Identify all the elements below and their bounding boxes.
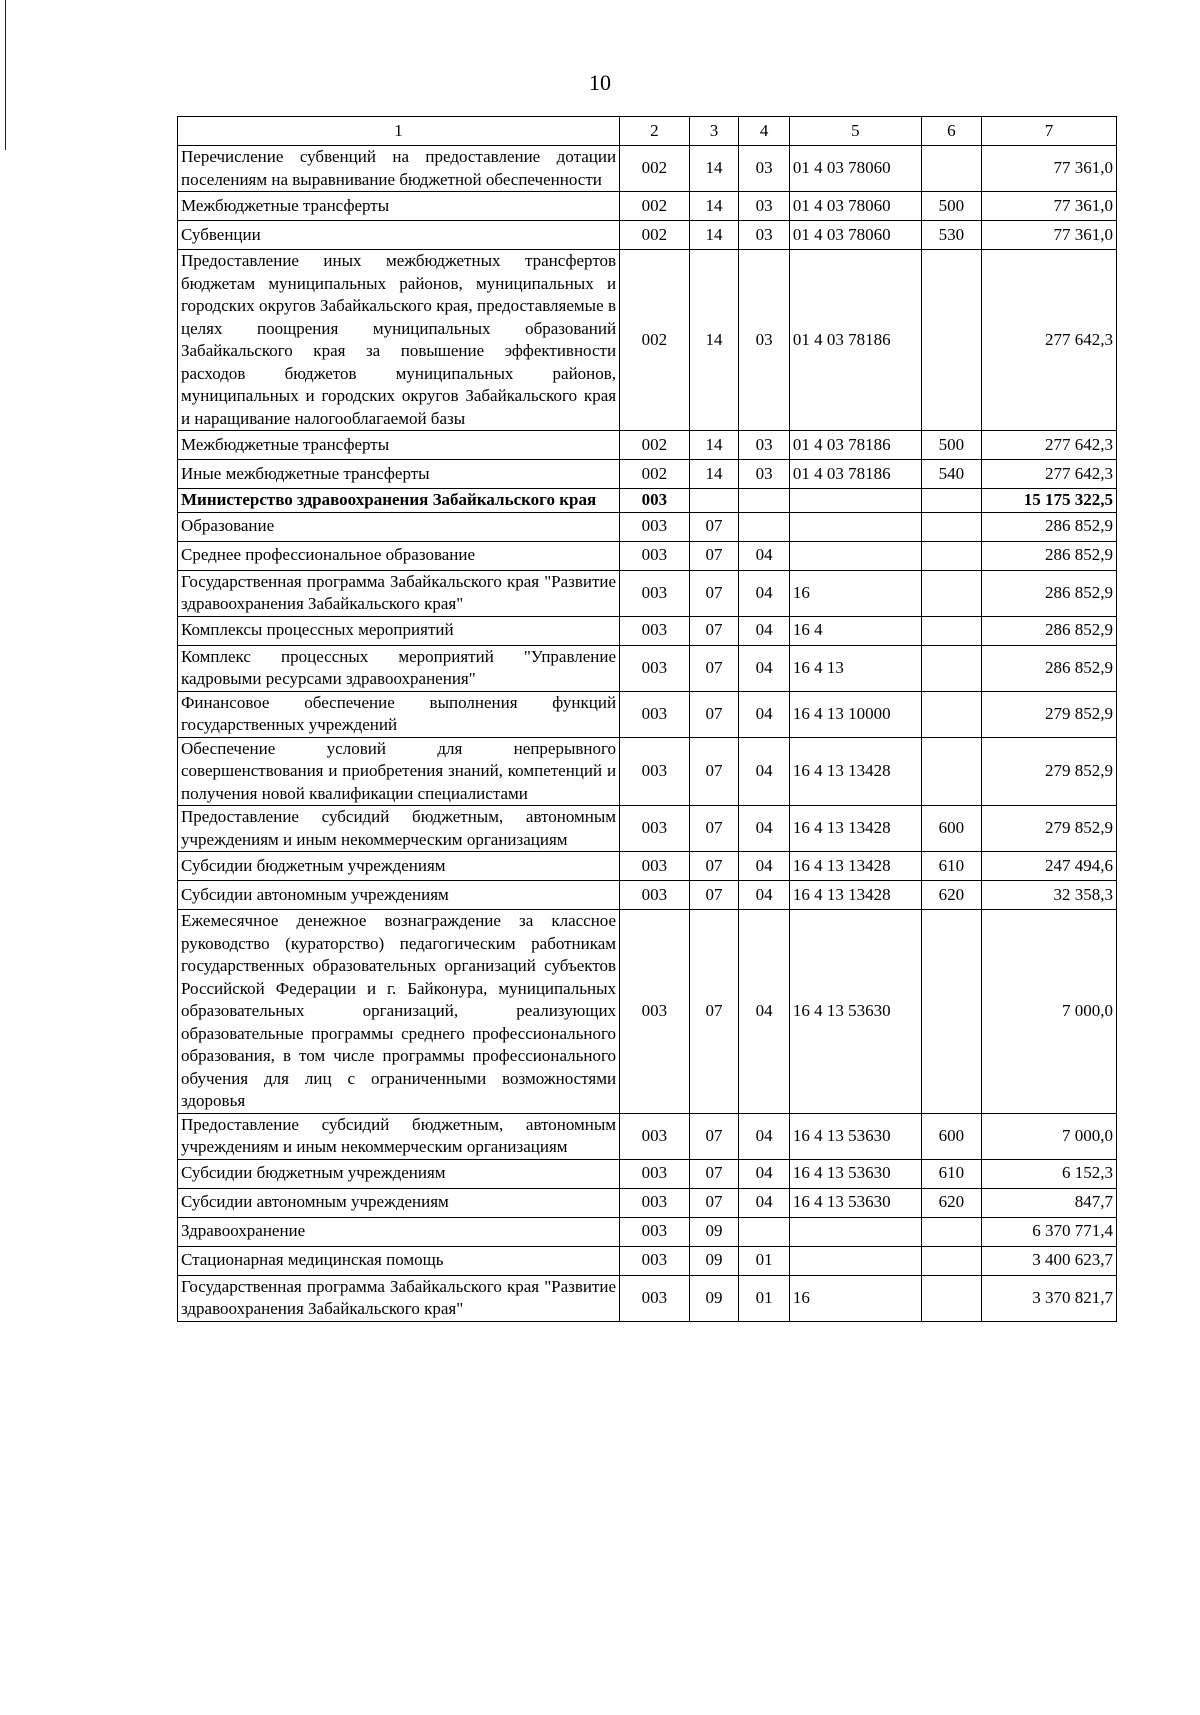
table-row	[178, 737, 1117, 806]
expense-type-cell	[921, 645, 981, 691]
amount-cell: 77 361,0	[981, 146, 1116, 192]
amount-cell: 279 852,9	[981, 737, 1116, 806]
target-article-cell: 16	[789, 1275, 921, 1321]
ministry-code-cell: 003	[620, 806, 690, 852]
table-row	[178, 192, 1117, 221]
amount-cell: 286 852,9	[981, 570, 1116, 616]
section-cell: 07	[689, 806, 739, 852]
section-cell: 07	[689, 645, 739, 691]
subsection-cell: 04	[739, 570, 790, 616]
target-article-cell: 16 4 13 13428	[789, 881, 921, 910]
ministry-code-cell: 003	[620, 910, 690, 1114]
table-row	[178, 645, 1117, 691]
subsection-cell: 04	[739, 691, 790, 737]
table-row	[178, 806, 1117, 852]
ministry-code-cell: 003	[620, 1188, 690, 1217]
section-cell: 14	[689, 431, 739, 460]
section-cell: 07	[689, 1159, 739, 1188]
ministry-code-cell: 003	[620, 541, 690, 570]
row-name-cell: Министерство здравоохранения Забайкальского края	[178, 489, 620, 513]
budget-table	[177, 116, 1117, 1322]
header-cell: 3	[689, 117, 739, 146]
target-article-cell: 16 4 13 10000	[789, 691, 921, 737]
row-name-cell: Образование	[178, 512, 620, 541]
section-cell: 07	[689, 570, 739, 616]
expense-type-cell: 610	[921, 1159, 981, 1188]
expense-type-cell	[921, 541, 981, 570]
row-name-cell: Комплекс процессных мероприятий "Управление кадровыми ресурсами здравоохранения"	[178, 645, 620, 691]
target-article-cell	[789, 1217, 921, 1246]
amount-cell: 6 152,3	[981, 1159, 1116, 1188]
section-cell: 07	[689, 910, 739, 1114]
header-cell: 4	[739, 117, 790, 146]
expense-type-cell: 500	[921, 192, 981, 221]
section-cell: 07	[689, 616, 739, 645]
amount-cell: 6 370 771,4	[981, 1217, 1116, 1246]
expense-type-cell: 620	[921, 1188, 981, 1217]
subsection-cell	[739, 512, 790, 541]
subsection-cell: 04	[739, 881, 790, 910]
page-number: 10	[589, 70, 611, 95]
ministry-code-cell: 003	[620, 1159, 690, 1188]
expense-type-cell: 600	[921, 1113, 981, 1159]
row-name-cell: Субсидии автономным учреждениям	[178, 881, 620, 910]
subsection-cell: 04	[739, 1159, 790, 1188]
ministry-code-cell: 003	[620, 852, 690, 881]
section-cell: 07	[689, 691, 739, 737]
expense-type-cell	[921, 250, 981, 431]
amount-cell: 77 361,0	[981, 192, 1116, 221]
target-article-cell: 16 4	[789, 616, 921, 645]
amount-cell: 3 370 821,7	[981, 1275, 1116, 1321]
section-cell: 14	[689, 250, 739, 431]
row-name-cell: Межбюджетные трансферты	[178, 431, 620, 460]
subsection-cell: 04	[739, 852, 790, 881]
amount-cell: 32 358,3	[981, 881, 1116, 910]
target-article-cell: 01 4 03 78060	[789, 146, 921, 192]
target-article-cell: 16 4 13 53630	[789, 1113, 921, 1159]
target-article-cell: 01 4 03 78186	[789, 460, 921, 489]
ministry-code-cell: 003	[620, 691, 690, 737]
expense-type-cell	[921, 616, 981, 645]
subsection-cell: 04	[739, 541, 790, 570]
table-row	[178, 460, 1117, 489]
section-cell: 07	[689, 737, 739, 806]
table-row	[178, 1188, 1117, 1217]
amount-cell: 7 000,0	[981, 910, 1116, 1114]
row-name-cell: Здравоохранение	[178, 1217, 620, 1246]
subsection-cell	[739, 1217, 790, 1246]
subsection-cell: 03	[739, 221, 790, 250]
amount-cell: 286 852,9	[981, 512, 1116, 541]
expense-type-cell	[921, 910, 981, 1114]
expense-type-cell: 500	[921, 431, 981, 460]
expense-type-cell	[921, 512, 981, 541]
ministry-code-cell: 003	[620, 512, 690, 541]
target-article-cell: 01 4 03 78060	[789, 192, 921, 221]
expense-type-cell	[921, 570, 981, 616]
expense-type-cell	[921, 489, 981, 513]
ministry-code-cell: 002	[620, 221, 690, 250]
table-row	[178, 570, 1117, 616]
table-row	[178, 691, 1117, 737]
section-cell: 09	[689, 1217, 739, 1246]
header-cell: 6	[921, 117, 981, 146]
ministry-code-cell: 003	[620, 489, 690, 513]
target-article-cell: 16 4 13 53630	[789, 1188, 921, 1217]
row-name-cell: Субсидии бюджетным учреждениям	[178, 852, 620, 881]
table-row	[178, 1159, 1117, 1188]
expense-type-cell	[921, 146, 981, 192]
subsection-cell: 03	[739, 192, 790, 221]
section-cell: 14	[689, 192, 739, 221]
ministry-code-cell: 002	[620, 460, 690, 489]
ministry-code-cell: 003	[620, 570, 690, 616]
expense-type-cell	[921, 737, 981, 806]
target-article-cell: 16 4 13	[789, 645, 921, 691]
section-cell: 07	[689, 881, 739, 910]
target-article-cell	[789, 1246, 921, 1275]
table-row	[178, 431, 1117, 460]
subsection-cell: 04	[739, 1113, 790, 1159]
ministry-code-cell: 003	[620, 737, 690, 806]
section-cell	[689, 489, 739, 513]
ministry-code-cell: 002	[620, 250, 690, 431]
amount-cell: 286 852,9	[981, 616, 1116, 645]
row-name-cell: Перечисление субвенций на предоставление дотации поселениям на выравнивание бюджетной обеспеченности	[178, 146, 620, 192]
target-article-cell	[789, 541, 921, 570]
row-name-cell: Субвенции	[178, 221, 620, 250]
row-name-cell: Государственная программа Забайкальского края "Развитие здравоохранения Забайкальского края"	[178, 570, 620, 616]
section-cell: 07	[689, 541, 739, 570]
table-row	[178, 250, 1117, 431]
amount-cell: 277 642,3	[981, 460, 1116, 489]
table-row	[178, 881, 1117, 910]
subsection-cell: 04	[739, 1188, 790, 1217]
table-row	[178, 616, 1117, 645]
subsection-cell: 01	[739, 1275, 790, 1321]
table-row	[178, 1113, 1117, 1159]
amount-cell: 3 400 623,7	[981, 1246, 1116, 1275]
expense-type-cell: 540	[921, 460, 981, 489]
target-article-cell: 01 4 03 78186	[789, 431, 921, 460]
row-name-cell: Стационарная медицинская помощь	[178, 1246, 620, 1275]
expense-type-cell: 530	[921, 221, 981, 250]
row-name-cell: Предоставление субсидий бюджетным, автономным учреждениям и иным некоммерческим организациям	[178, 806, 620, 852]
table-row	[178, 512, 1117, 541]
row-name-cell: Обеспечение условий для непрерывного совершенствования и приобретения знаний, компетенций и получения новой квалификации специалистами	[178, 737, 620, 806]
table-row	[178, 146, 1117, 192]
ministry-code-cell: 003	[620, 881, 690, 910]
amount-cell: 847,7	[981, 1188, 1116, 1217]
row-name-cell: Финансовое обеспечение выполнения функций государственных учреждений	[178, 691, 620, 737]
section-cell: 14	[689, 221, 739, 250]
amount-cell: 286 852,9	[981, 645, 1116, 691]
section-cell: 07	[689, 512, 739, 541]
subsection-cell: 04	[739, 616, 790, 645]
subsection-cell: 03	[739, 431, 790, 460]
expense-type-cell	[921, 1246, 981, 1275]
expense-type-cell	[921, 691, 981, 737]
amount-cell: 277 642,3	[981, 431, 1116, 460]
subsection-cell	[739, 489, 790, 513]
row-name-cell: Государственная программа Забайкальского края "Развитие здравоохранения Забайкальского края"	[178, 1275, 620, 1321]
table-row-ministry	[178, 489, 1117, 513]
subsection-cell: 04	[739, 806, 790, 852]
table-row	[178, 910, 1117, 1114]
ministry-code-cell: 002	[620, 431, 690, 460]
header-cell: 1	[178, 117, 620, 146]
amount-cell: 247 494,6	[981, 852, 1116, 881]
target-article-cell	[789, 489, 921, 513]
amount-cell: 277 642,3	[981, 250, 1116, 431]
row-name-cell: Предоставление субсидий бюджетным, автономным учреждениям и иным некоммерческим организациям	[178, 1113, 620, 1159]
expense-type-cell	[921, 1275, 981, 1321]
section-cell: 07	[689, 852, 739, 881]
ministry-code-cell: 003	[620, 1217, 690, 1246]
target-article-cell: 01 4 03 78060	[789, 221, 921, 250]
table-row	[178, 541, 1117, 570]
ministry-code-cell: 003	[620, 616, 690, 645]
section-cell: 09	[689, 1275, 739, 1321]
row-name-cell: Субсидии бюджетным учреждениям	[178, 1159, 620, 1188]
target-article-cell: 16 4 13 53630	[789, 1159, 921, 1188]
ministry-code-cell: 002	[620, 192, 690, 221]
subsection-cell: 03	[739, 146, 790, 192]
target-article-cell: 16 4 13 13428	[789, 806, 921, 852]
amount-cell: 77 361,0	[981, 221, 1116, 250]
section-cell: 09	[689, 1246, 739, 1275]
header-cell: 5	[789, 117, 921, 146]
row-name-cell: Субсидии автономным учреждениям	[178, 1188, 620, 1217]
ministry-code-cell: 003	[620, 1246, 690, 1275]
ministry-code-cell: 003	[620, 1113, 690, 1159]
header-cell: 2	[620, 117, 690, 146]
expense-type-cell	[921, 1217, 981, 1246]
row-name-cell: Комплексы процессных мероприятий	[178, 616, 620, 645]
row-name-cell: Среднее профессиональное образование	[178, 541, 620, 570]
table-header-row	[178, 117, 1117, 146]
target-article-cell: 16 4 13 53630	[789, 910, 921, 1114]
row-name-cell: Ежемесячное денежное вознаграждение за классное руководство (кураторство) педагогическим работникам государственных образовательных организаций субъектов Российской Федерации и г. Байконура, муниципальных образовательных организаций, реализующих образовательные программы среднего профессионального образования, в том числе программы профессионального обучения для лиц с ограниченными возможностями здоровья	[178, 910, 620, 1114]
row-name-cell: Предоставление иных межбюджетных трансфертов бюджетам муниципальных районов, муниципальных и городских округов Забайкальского края, предоставляемые в целях поощрения муниципальных образований Забайкальского края за повышение эффективности расходов бюджетов муниципальных районов, муниципальных и городских округов Забайкальского края и наращивание налогооблагаемой базы	[178, 250, 620, 431]
section-cell: 07	[689, 1113, 739, 1159]
section-cell: 14	[689, 460, 739, 489]
table-row	[178, 1217, 1117, 1246]
ministry-code-cell: 002	[620, 146, 690, 192]
subsection-cell: 04	[739, 737, 790, 806]
subsection-cell: 04	[739, 645, 790, 691]
amount-cell: 286 852,9	[981, 541, 1116, 570]
table-row	[178, 221, 1117, 250]
expense-type-cell: 600	[921, 806, 981, 852]
target-article-cell: 01 4 03 78186	[789, 250, 921, 431]
target-article-cell: 16	[789, 570, 921, 616]
expense-type-cell: 620	[921, 881, 981, 910]
ministry-code-cell: 003	[620, 645, 690, 691]
header-cell: 7	[981, 117, 1116, 146]
row-name-cell: Иные межбюджетные трансферты	[178, 460, 620, 489]
section-cell: 07	[689, 1188, 739, 1217]
subsection-cell: 03	[739, 460, 790, 489]
ministry-code-cell: 003	[620, 1275, 690, 1321]
subsection-cell: 03	[739, 250, 790, 431]
target-article-cell: 16 4 13 13428	[789, 852, 921, 881]
amount-cell: 279 852,9	[981, 806, 1116, 852]
table-row	[178, 852, 1117, 881]
amount-cell: 279 852,9	[981, 691, 1116, 737]
amount-cell: 15 175 322,5	[981, 489, 1116, 513]
row-name-cell: Межбюджетные трансферты	[178, 192, 620, 221]
subsection-cell: 04	[739, 910, 790, 1114]
table-row	[178, 1246, 1117, 1275]
target-article-cell	[789, 512, 921, 541]
section-cell: 14	[689, 146, 739, 192]
subsection-cell: 01	[739, 1246, 790, 1275]
target-article-cell: 16 4 13 13428	[789, 737, 921, 806]
expense-type-cell: 610	[921, 852, 981, 881]
table-row	[178, 1275, 1117, 1321]
amount-cell: 7 000,0	[981, 1113, 1116, 1159]
